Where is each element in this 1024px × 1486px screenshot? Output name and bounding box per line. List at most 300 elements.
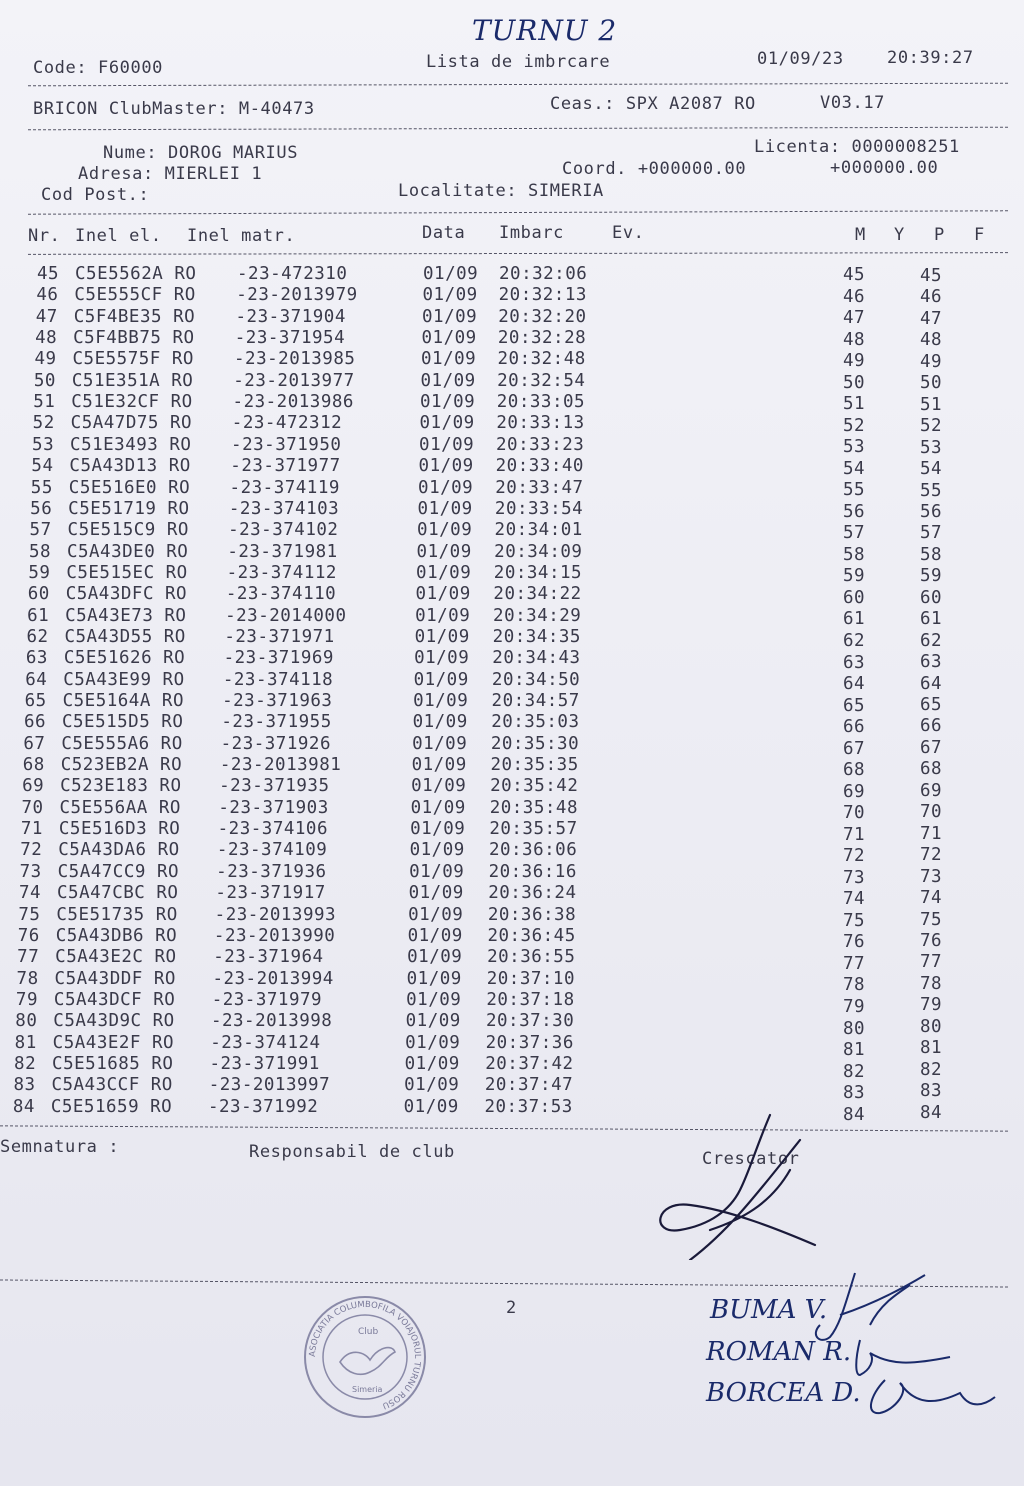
row-date: 01/09: [413, 669, 469, 690]
col-imbarc: Imbarc: [499, 223, 565, 243]
table-row: [0, 883, 1024, 910]
row-p: 65: [920, 695, 943, 715]
row-ring-matr: -23-472310: [237, 264, 348, 284]
row-time: 20:34:22: [493, 584, 582, 605]
row-time: 20:34:43: [492, 648, 581, 669]
handwritten-title: TURNU 2: [472, 14, 618, 47]
row-time: 20:32:20: [498, 306, 587, 327]
row-p: 68: [920, 759, 943, 780]
row-p: 46: [920, 287, 943, 308]
row-p: 75: [920, 909, 943, 930]
row-p: 73: [920, 866, 943, 887]
table-row: [0, 819, 1024, 845]
row-p: 55: [920, 480, 943, 501]
divider: [28, 252, 1008, 255]
row-p: 60: [920, 587, 943, 608]
row-ring-matr: -23-472312: [231, 413, 343, 434]
table-row: [0, 861, 1024, 888]
row-ring-el: C5E51626 RO: [63, 648, 186, 669]
row-ring-el: C5E51659 RO: [50, 1096, 173, 1117]
row-date: 01/09: [411, 776, 467, 797]
row-time: 20:36:38: [487, 904, 577, 925]
row-m: 64: [843, 674, 866, 695]
row-time: 20:35:57: [489, 819, 578, 840]
row-ring-el: C5A43E99 RO: [63, 669, 185, 690]
row-ring-el: C5A43D55 RO: [64, 626, 186, 647]
row-ring-el: C5E516E0 RO: [68, 477, 191, 498]
row-ring-matr: -23-2013990: [213, 925, 336, 946]
locality: Localitate: SIMERIA: [398, 181, 604, 201]
table-row: [0, 925, 1024, 953]
row-m: 58: [843, 544, 866, 565]
row-m: 65: [843, 695, 866, 716]
row-p: 52: [920, 416, 943, 437]
row-p: 77: [920, 952, 943, 973]
handwritten-name-1: BUMA V.: [710, 1295, 828, 1325]
row-date: 01/09: [420, 370, 476, 391]
row-m: 63: [843, 652, 866, 673]
row-m: 45: [843, 265, 866, 285]
row-m: 53: [843, 437, 866, 458]
row-date: 01/09: [412, 733, 468, 754]
row-ring-matr: -23-371950: [231, 434, 342, 455]
row-nr: 73: [19, 861, 42, 882]
table-row: [0, 371, 1024, 392]
divider: [28, 127, 1008, 131]
row-time: 20:33:54: [494, 498, 584, 519]
table-row: [0, 520, 1024, 544]
row-nr: 84: [12, 1096, 35, 1117]
row-p: 81: [920, 1038, 943, 1059]
row-m: 70: [843, 803, 866, 824]
row-time: 20:36:06: [488, 840, 578, 861]
col-f: F: [974, 225, 985, 245]
row-ring-matr: -23-374119: [229, 477, 340, 498]
row-time: 20:37:47: [484, 1075, 574, 1096]
row-ring-el: C5F4BB75 RO: [73, 328, 195, 349]
row-date: 01/09: [420, 392, 476, 413]
table-row: [0, 456, 1024, 480]
row-ring-el: C5A47D75 RO: [70, 413, 193, 434]
row-m: 47: [843, 308, 866, 329]
breeder-signature: [650, 1110, 850, 1260]
row-date: 01/09: [405, 1032, 461, 1053]
table-row: [0, 478, 1024, 499]
licence-number: Licenta: 0000008251: [754, 137, 960, 157]
row-p: 71: [920, 823, 943, 844]
row-date: 01/09: [407, 947, 463, 968]
row-ring-matr: -23-371981: [227, 541, 338, 562]
row-date: 01/09: [408, 883, 464, 904]
table-row: [0, 712, 1024, 738]
row-nr: 58: [28, 541, 52, 562]
table-row: [0, 584, 1024, 608]
row-date: 01/09: [421, 328, 477, 349]
row-p: 54: [920, 459, 943, 480]
row-date: 01/09: [405, 1011, 461, 1032]
row-ring-matr: -23-371991: [209, 1053, 320, 1074]
row-ring-el: C51E32CF RO: [71, 392, 193, 413]
handwritten-signatures: [800, 1265, 1000, 1435]
row-m: 84: [843, 1104, 866, 1125]
table-row: [0, 691, 1024, 716]
row-nr: 65: [24, 691, 47, 711]
row-ring-matr: -23-374109: [216, 840, 328, 861]
row-p: 53: [920, 437, 943, 458]
row-ring-matr: -23-374102: [228, 520, 339, 541]
row-time: 20:33:40: [495, 456, 584, 477]
stamp-club-text: Club: [358, 1327, 379, 1337]
row-ring-matr: -23-371904: [235, 306, 346, 327]
row-ring-matr: -23-371977: [230, 456, 341, 477]
row-ring-matr: -23-374118: [222, 669, 334, 690]
row-p: 45: [920, 266, 943, 286]
row-m: 83: [843, 1083, 866, 1104]
row-time: 20:37:18: [486, 989, 575, 1010]
row-m: 76: [843, 932, 866, 953]
row-p: 78: [920, 973, 943, 994]
col-inel-el: Inel el.: [75, 226, 162, 246]
row-ring-el: C5A43DCF RO: [53, 989, 176, 1010]
table-row: [0, 669, 1024, 695]
row-ring-matr: -23-2013998: [210, 1011, 333, 1032]
row-m: 82: [843, 1061, 866, 1082]
row-ring-matr: -23-371964: [213, 947, 324, 968]
table-row: [0, 989, 1024, 1017]
row-date: 01/09: [411, 755, 467, 776]
row-ring-el: C5A43E73 RO: [65, 605, 187, 626]
row-date: 01/09: [407, 925, 463, 946]
row-nr: 62: [26, 626, 49, 647]
row-ring-matr: -23-374124: [210, 1032, 321, 1053]
row-nr: 80: [15, 1011, 38, 1032]
row-m: 52: [843, 415, 866, 436]
row-nr: 68: [22, 755, 45, 776]
row-time: 20:32:28: [497, 328, 587, 349]
row-date: 01/09: [414, 648, 470, 669]
row-m: 69: [843, 781, 866, 802]
row-m: 79: [843, 997, 866, 1017]
row-ring-el: C5E555A6 RO: [61, 733, 183, 754]
row-ring-el: C5A43E2C RO: [55, 947, 177, 968]
table-row: [0, 904, 1024, 931]
row-p: 47: [920, 308, 943, 329]
divider: [28, 83, 1008, 87]
row-ring-el: C5E5562A RO: [75, 264, 197, 284]
row-p: 83: [920, 1081, 943, 1102]
row-ring-el: C5E51685 RO: [52, 1053, 174, 1074]
row-p: 57: [920, 523, 943, 544]
col-p: P: [934, 225, 945, 245]
row-m: 62: [843, 630, 866, 651]
row-time: 20:37:42: [485, 1053, 574, 1074]
row-nr: 47: [35, 306, 58, 327]
row-p: 61: [920, 609, 943, 630]
row-m: 73: [843, 867, 866, 888]
table-row: [0, 797, 1024, 824]
row-date: 01/09: [416, 541, 472, 562]
row-nr: 59: [28, 562, 51, 583]
row-p: 70: [920, 802, 943, 823]
row-nr: 51: [33, 392, 56, 413]
row-time: 20:37:10: [486, 968, 576, 989]
print-time: 20:39:27: [887, 48, 974, 68]
row-time: 20:35:30: [490, 733, 580, 754]
row-p: 72: [920, 845, 943, 866]
row-nr: 77: [17, 947, 40, 968]
row-nr: 53: [32, 434, 55, 455]
row-ring-el: C5E556AA RO: [59, 797, 181, 818]
code-label: Code: F60000: [33, 58, 164, 78]
row-m: 77: [843, 953, 866, 974]
row-p: 50: [920, 373, 943, 394]
table-row: [0, 776, 1024, 802]
row-date: 01/09: [406, 968, 462, 989]
row-time: 20:34:50: [491, 669, 581, 690]
table-row: [0, 307, 1024, 328]
col-y: Y: [894, 225, 905, 245]
row-ring-el: C5F4BE35 RO: [73, 306, 196, 327]
table-row: [0, 542, 1024, 563]
row-p: 84: [920, 1102, 943, 1123]
row-ring-el: C5E5164A RO: [62, 691, 184, 711]
row-time: 20:34:29: [493, 605, 582, 626]
row-nr: 56: [30, 498, 53, 519]
row-ring-matr: -23-2013985: [234, 349, 356, 370]
row-date: 01/09: [418, 477, 474, 498]
row-m: 78: [843, 975, 866, 996]
owner-address: Adresa: MIERLEI 1: [78, 164, 263, 184]
table-row: [0, 605, 1024, 630]
row-date: 01/09: [406, 989, 462, 1010]
row-ring-matr: -23-371992: [207, 1096, 319, 1117]
row-ring-matr: -23-371954: [234, 328, 346, 349]
row-ring-el: C5E516D3 RO: [58, 819, 181, 840]
table-row: [0, 562, 1024, 587]
row-ring-matr: -23-371955: [221, 712, 332, 733]
row-ring-matr: -23-374110: [225, 584, 337, 605]
row-ring-matr: -23-371979: [211, 989, 323, 1010]
row-p: 82: [920, 1059, 943, 1080]
row-time: 20:35:42: [490, 776, 579, 797]
row-nr: 64: [25, 669, 48, 690]
row-time: 20:34:15: [493, 562, 583, 583]
row-nr: 76: [17, 925, 40, 946]
row-date: 01/09: [415, 584, 471, 605]
row-nr: 48: [35, 328, 58, 349]
row-m: 61: [843, 609, 866, 630]
table-row: [0, 1032, 1024, 1061]
row-time: 20:34:57: [491, 691, 580, 711]
table-row: [0, 968, 1024, 996]
row-nr: 70: [21, 797, 44, 818]
row-time: 20:36:24: [488, 883, 577, 904]
row-date: 01/09: [412, 712, 468, 733]
row-time: 20:33:05: [496, 392, 586, 413]
print-date: 01/09/23: [757, 49, 844, 69]
row-ring-el: C5A43CCF RO: [51, 1075, 173, 1096]
row-ring-el: C5E515EC RO: [66, 562, 188, 583]
row-time: 20:32:06: [499, 264, 588, 284]
row-p: 69: [920, 780, 943, 801]
row-m: 68: [843, 760, 866, 781]
table-row: [0, 392, 1024, 413]
table-row: [0, 648, 1024, 673]
row-nr: 81: [14, 1032, 37, 1053]
row-time: 20:36:55: [487, 947, 576, 968]
row-nr: 50: [33, 370, 56, 391]
row-ring-el: C5E515D5 RO: [61, 712, 184, 733]
row-m: 56: [843, 501, 866, 522]
row-m: 48: [843, 329, 866, 350]
row-ring-el: C5A43D9C RO: [53, 1011, 175, 1032]
page-number: 2: [506, 1298, 517, 1318]
row-nr: 60: [27, 584, 50, 605]
row-nr: 83: [13, 1075, 36, 1096]
col-nr: Nr.: [28, 226, 61, 246]
row-date: 01/09: [421, 349, 477, 370]
row-ring-matr: -23-371903: [218, 797, 329, 818]
row-date: 01/09: [419, 434, 475, 455]
row-nr: 66: [23, 712, 47, 733]
row-time: 20:35:48: [489, 797, 578, 818]
row-ring-matr: -23-374112: [226, 562, 337, 583]
row-p: 59: [920, 566, 943, 587]
row-nr: 82: [14, 1053, 37, 1074]
row-time: 20:37:36: [485, 1032, 574, 1053]
row-nr: 75: [18, 904, 41, 925]
row-date: 01/09: [410, 797, 466, 818]
row-time: 20:34:09: [494, 541, 583, 562]
row-m: 71: [843, 824, 866, 845]
row-m: 81: [843, 1040, 866, 1061]
divider: [28, 210, 1008, 214]
row-ring-matr: -23-2014000: [225, 605, 347, 626]
row-date: 01/09: [417, 498, 473, 519]
row-ring-el: C5E5575F RO: [72, 349, 194, 370]
row-ring-matr: -23-2013979: [236, 285, 358, 306]
row-time: 20:34:01: [494, 520, 583, 541]
row-p: 62: [920, 630, 943, 651]
table-row: [0, 328, 1024, 349]
table-row: [0, 413, 1024, 437]
row-p: 56: [920, 501, 943, 522]
table-row: [0, 840, 1024, 867]
row-date: 01/09: [404, 1075, 460, 1096]
row-date: 01/09: [417, 520, 473, 541]
row-date: 01/09: [422, 306, 478, 327]
row-m: 54: [843, 458, 866, 479]
row-m: 66: [843, 717, 866, 738]
row-date: 01/09: [404, 1053, 460, 1074]
table-row: [0, 499, 1024, 520]
row-p: 58: [920, 544, 943, 565]
row-date: 01/09: [416, 562, 472, 583]
row-ring-el: C5A43D13 RO: [69, 456, 191, 477]
row-ring-matr: -23-374106: [217, 819, 328, 840]
postal-code-label: Cod Post.:: [41, 185, 150, 205]
row-nr: 78: [16, 968, 39, 989]
row-time: 20:33:13: [496, 413, 585, 434]
row-time: 20:36:16: [488, 861, 577, 882]
row-ring-matr: -23-371936: [216, 861, 327, 882]
row-ring-el: C5A43DA6 RO: [58, 840, 180, 861]
row-nr: 46: [36, 285, 59, 306]
row-time: 20:33:47: [495, 477, 584, 498]
row-nr: 57: [29, 520, 52, 541]
row-ring-matr: -23-2013997: [208, 1075, 331, 1096]
col-inel-matr: Inel matr.: [187, 226, 296, 246]
table-row: [0, 1075, 1024, 1104]
handwritten-name-2: ROMAN R.: [706, 1337, 852, 1367]
row-nr: 74: [19, 883, 42, 904]
row-date: 01/09: [419, 413, 475, 434]
table-row: [0, 626, 1024, 651]
row-date: 01/09: [418, 456, 474, 477]
row-date: 01/09: [409, 840, 465, 861]
table-row: [0, 1011, 1024, 1039]
row-date: 01/09: [422, 285, 478, 306]
col-data: Data: [422, 223, 466, 243]
owner-name: Nume: DOROG MARIUS: [103, 143, 299, 163]
table-row: [0, 285, 1024, 306]
row-nr: 52: [32, 413, 55, 434]
row-ring-matr: -23-2013986: [232, 392, 354, 413]
table-row: [0, 755, 1024, 781]
row-ring-el: C5A43DE0 RO: [66, 541, 189, 562]
row-ring-el: C51E3493 RO: [70, 434, 192, 455]
document-title: Lista de imbrcare: [426, 52, 611, 72]
row-p: 76: [920, 930, 943, 951]
row-p: 79: [920, 995, 943, 1016]
row-p: 63: [920, 652, 943, 673]
table-row: [0, 1053, 1024, 1082]
row-ring-matr: -23-371969: [223, 648, 334, 669]
row-p: 48: [920, 330, 943, 351]
row-nr: 55: [30, 477, 53, 498]
table-row: [0, 733, 1024, 759]
row-time: 20:32:48: [497, 349, 586, 370]
row-p: 64: [920, 673, 943, 694]
row-time: 20:35:35: [490, 755, 579, 776]
row-ring-matr: -23-2013981: [219, 755, 342, 776]
row-ring-el: C5A43DDF RO: [54, 968, 176, 989]
row-nr: 71: [20, 819, 43, 840]
row-ring-matr: -23-2013993: [214, 904, 337, 925]
row-ring-matr: -23-2013977: [233, 370, 355, 391]
version-label: V03.17: [820, 93, 886, 113]
row-date: 01/09: [403, 1096, 459, 1117]
row-ring-el: C5A43DFC RO: [65, 584, 188, 605]
row-time: 20:37:30: [485, 1011, 575, 1032]
row-ring-matr: -23-371926: [220, 733, 331, 754]
row-m: 49: [843, 351, 866, 372]
club-stamp: [300, 1292, 430, 1422]
row-date: 01/09: [414, 626, 470, 647]
row-ring-matr: -23-374103: [228, 498, 340, 519]
stamp-ring-text: ASOCIATIA COLUMBOFILA VOIAJORUL TURNU ROSU: [307, 1299, 423, 1411]
row-m: 50: [843, 372, 866, 393]
row-nr: 61: [27, 605, 50, 626]
row-ring-el: C5A47CBC RO: [57, 883, 179, 904]
row-nr: 69: [22, 776, 45, 797]
row-p: 51: [920, 394, 943, 415]
col-ev: Ev.: [612, 223, 645, 243]
row-nr: 49: [34, 349, 57, 370]
row-ring-el: C5E555CF RO: [74, 285, 196, 306]
row-date: 01/09: [408, 904, 464, 925]
row-date: 01/09: [413, 691, 469, 711]
